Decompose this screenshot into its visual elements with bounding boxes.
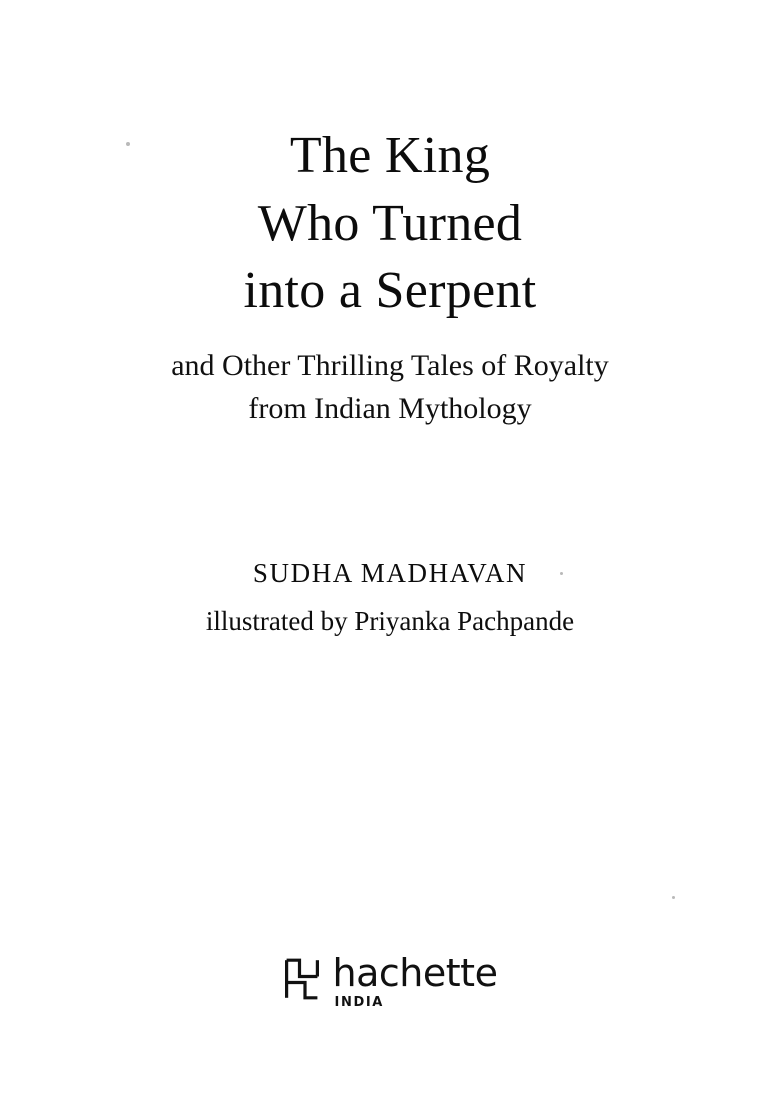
publisher-logo [0,951,780,1011]
subtitle-line-1: and Other Thrilling Tales of Royalty [171,349,609,382]
print-speck [126,142,130,146]
hachette-h-mark-icon [283,958,321,1000]
print-speck [672,896,675,899]
print-speck [560,572,563,575]
title-line-1: The King [289,127,491,184]
subtitle-line-2: from Indian Mythology [248,391,532,425]
publisher-imprint: INDIA [334,995,384,1011]
author-name: SUDHA MADHAVAN [252,558,528,588]
publisher-name: hachette [332,951,498,995]
title-line-3: into a Serpent [243,262,537,320]
book-title [0,122,780,325]
illustrator-credit: illustrated by Priyanka Pachpande [205,606,575,636]
title-line-2: Who Turned [257,194,523,252]
publisher-wordmark [332,951,498,1011]
book-subtitle [0,345,780,430]
author-credits [0,558,780,637]
